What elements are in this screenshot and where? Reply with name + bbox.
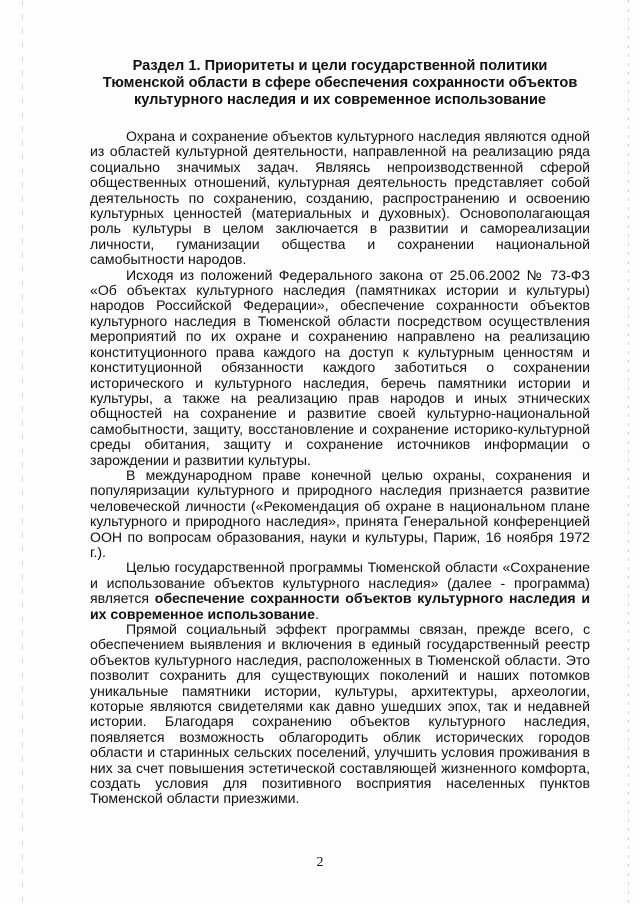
program-goal-emphasis: обеспечение сохранности объектов культурного наследия и их современное использование	[90, 590, 590, 622]
program-goal-end: .	[314, 605, 319, 622]
section-title: Раздел 1. Приоритеты и цели государственной политики Тюменской области в сфере обеспечения сохранности объектов культурного наследия и их современное использование	[102, 58, 578, 108]
scan-right-edge	[628, 0, 629, 905]
page-content	[90, 58, 590, 807]
paragraph-federal-law: Исходя из положений Федерального закона от 25.06.2002 № 73-ФЗ «Об объектах культурного наследия (памятниках истории и культуры) народов Российской Федерации», обеспечение сохранности объектов культурного наследия в Тюменской области посредством осуществления мероприятий по их охране и сохранению направлено на реализацию конституционного права каждого на доступ к культурным ценностям и конституционной обязанности каждого заботиться о сохранении исторического и культурного наследия, беречь памятники истории и культуры, а также на реализацию прав народов и иных этнических общностей на сохранение и развитие своей культурно-национальной самобытности, защиту, восстановление и сохранение историко-культурной среды обитания, защиту и сохранение источников информации о зарождении и развитии культуры.	[90, 266, 590, 468]
page-number: 2	[316, 855, 324, 870]
paragraph-program-goal	[90, 560, 590, 622]
program-goal-text: Целью государственной программы Тюменской области «Сохранение и использование объектов культурного наследия» (далее - программа) является	[90, 559, 590, 607]
paragraph-social-effect: Прямой социальный эффект программы связан, прежде всего, с обеспечением выявления и включения в единый государственный реестр объектов культурного наследия, расположенных в Тюменской области. Это позволит сохранить для существующих поколений и наших потомков уникальные памятники истории, культуры, архитектуры, археологии, которые являются свидетелями как давно ушедших эпох, так и недавней истории. Благодаря сохранению объектов культурного наследия, появляется возможность облагородить облик исторических городов области и старинных сельских поселений, улучшить условия проживания в них за счет повышения эстетической составляющей жизненного комфорта, создать условия для позитивного восприятия населенных пунктов Тюменской области приезжими.	[90, 621, 590, 807]
scan-left-edge	[22, 0, 23, 905]
paragraph-international-law: В международном праве конечной целью охраны, сохранения и популяризации культурного и природного наследия признается развитие человеческой личности («Рекомендация об охране в национальном плане культурного и природного наследия», принята Генеральной конференцией ООН по вопросам образования, науки и культуры, Париж, 16 ноября 1972 г.).	[90, 466, 590, 560]
paragraph-culture-role: Охрана и сохранение объектов культурного наследия являются одной из областей культурной деятельности, направленной на реализацию ряда социально значимых задач. Являясь непроизводственной сферой общественных отношений, культурная деятельность представляет собой деятельность по сохранению, созданию, распространению и освоению культурных ценностей (материальных и духовных). Основополагающая роль культуры в целом заключается в развитии и самореализации личности, гуманизации общества и сохранении национальной самобытности народов.	[90, 128, 590, 268]
